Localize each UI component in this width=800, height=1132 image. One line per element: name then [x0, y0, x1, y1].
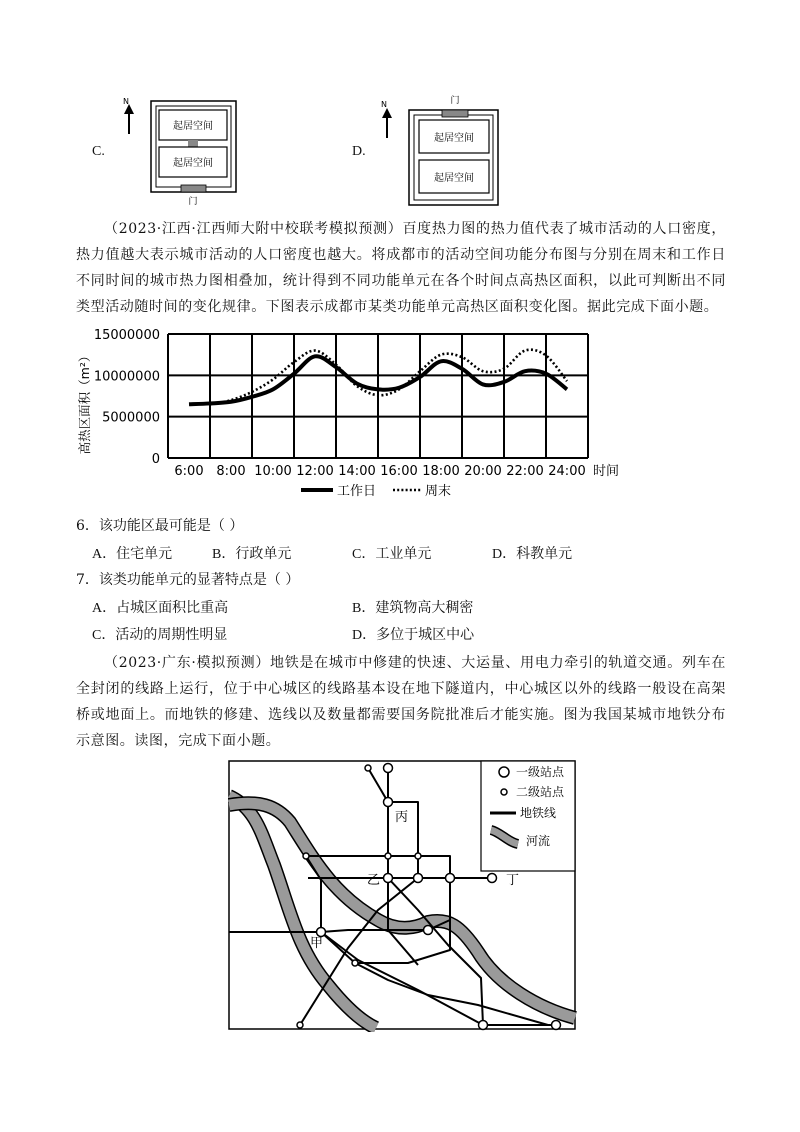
secondary-station — [385, 853, 391, 859]
north-label: N — [123, 97, 129, 106]
y-tick-label: 15000000 — [93, 328, 160, 343]
north-arrow-icon — [124, 104, 134, 134]
question-6-stem: 6．该功能区最可能是（ ） — [76, 518, 244, 534]
primary-station — [414, 874, 423, 883]
question-7-stem: 7．该类功能单元的显著特点是（ ） — [76, 572, 300, 588]
metro-map — [228, 760, 578, 1032]
option-text: 科教单元 — [516, 546, 573, 562]
map-legend — [481, 761, 575, 871]
q6-option-b[interactable] — [212, 544, 291, 565]
q6-option-d[interactable] — [492, 544, 572, 565]
x-axis-label: 时间 — [593, 464, 620, 479]
primary-station — [479, 1021, 488, 1030]
option-label: D． — [352, 628, 377, 643]
passage-connector — [188, 140, 198, 147]
q7-option-c[interactable] — [92, 625, 227, 646]
door — [442, 110, 468, 117]
option-text: 多位于城区中心 — [376, 627, 475, 643]
option-label: C． — [352, 547, 376, 562]
x-tick-label: 12:00 — [296, 464, 334, 479]
legend-primary-station-icon — [499, 767, 509, 777]
primary-station — [552, 1021, 561, 1030]
q7-option-d[interactable] — [352, 625, 474, 646]
primary-station — [384, 764, 393, 773]
y-axis-label: 高热区面积（m²） — [77, 349, 92, 455]
option-label: A． — [92, 547, 117, 562]
floorplan-d — [375, 94, 500, 209]
x-tick-label: 18:00 — [422, 464, 460, 479]
room-bottom-label: 起居空间 — [173, 158, 213, 169]
secondary-station — [415, 853, 421, 859]
secondary-station — [297, 1022, 303, 1028]
x-tick-label: 8:00 — [216, 464, 246, 479]
door-label: 门 — [450, 96, 460, 106]
legend-primary-station-label: 一级站点 — [516, 765, 565, 779]
station-label-yi: 乙 — [367, 873, 381, 888]
x-tick-label: 14:00 — [338, 464, 376, 479]
y-tick-label: 10000000 — [93, 369, 160, 385]
room-top-label: 起居空间 — [434, 133, 474, 144]
legend-river-label: 河流 — [526, 834, 551, 848]
option-d-letter: D. — [352, 144, 366, 159]
option-text: 行政单元 — [235, 546, 292, 562]
legend — [301, 483, 451, 499]
station-label-jia: 甲 — [310, 936, 324, 951]
x-tick-labels — [174, 464, 585, 479]
option-label: B． — [212, 547, 236, 562]
y-tick-labels — [94, 328, 160, 467]
primary-station — [446, 874, 455, 883]
legend-metro-line-label: 地铁线 — [520, 806, 557, 820]
heat-area-chart — [75, 322, 635, 504]
legend-secondary-station-icon — [501, 789, 507, 795]
q7-option-a[interactable] — [92, 598, 228, 619]
primary-station — [488, 874, 497, 883]
door-label: 门 — [188, 197, 198, 207]
secondary-station — [303, 853, 309, 859]
passage-1: （2023·江西·江西师大附中校联考模拟预测）百度热力图的热力值代表了城市活动的人口密度，热力值越大表示城市活动的人口密度也越大。将成都市的活动空间功能分布图与分别在周末和工作日不同时间的城市热力图相叠加，统计得到不同功能单元在各个时间点高热区面积，以此可判断出不同类型活动随时间的变化规律。下图表示成都市某类功能单元高热区面积变化图。据此完成下面小题。 — [76, 221, 726, 315]
option-text: 工业单元 — [375, 546, 432, 562]
option-label: B． — [352, 601, 376, 616]
q6-option-a[interactable] — [92, 544, 172, 565]
legend-label-weekend: 周末 — [425, 484, 452, 499]
room-top-label: 起居空间 — [173, 121, 213, 132]
station-label-ding: 丁 — [506, 873, 520, 888]
primary-station — [384, 874, 393, 883]
legend-label-workday: 工作日 — [337, 484, 377, 499]
y-tick-label: 5000000 — [102, 410, 160, 426]
x-tick-label: 10:00 — [254, 464, 292, 479]
room-bottom-label: 起居空间 — [434, 173, 474, 184]
passage-2: （2023·广东·模拟预测）地铁是在城市中修建的快速、大运量、用电力牵引的轨道交通。列车在全封闭的线路上运行，位于中心城区的线路基本设在地下隧道内，中心城区以外的线路一般设在高架桥或地面上。而地铁的修建、选线以及数量都需要国务院批准后才能实施。图为我国某城市地铁分布示意图。读图，完成下面小题。 — [76, 655, 726, 749]
option-label: C． — [92, 628, 116, 643]
option-text: 建筑物高大稠密 — [375, 600, 474, 616]
option-label: D． — [492, 547, 517, 562]
primary-station — [424, 926, 433, 935]
floorplan-c — [115, 92, 240, 207]
x-tick-label: 24:00 — [548, 464, 586, 479]
north-label: N — [381, 100, 387, 109]
primary-station — [384, 798, 393, 807]
q6-option-c[interactable] — [352, 544, 431, 565]
option-label: A． — [92, 601, 117, 616]
x-tick-label: 16:00 — [380, 464, 418, 479]
door — [181, 185, 206, 192]
y-tick-label: 0 — [151, 452, 160, 467]
x-tick-label: 20:00 — [464, 464, 502, 479]
x-tick-label: 22:00 — [506, 464, 544, 479]
option-text: 活动的周期性明显 — [115, 627, 228, 643]
legend-secondary-station-label: 二级站点 — [516, 785, 565, 799]
secondary-station — [352, 960, 358, 966]
option-c-letter: C. — [92, 144, 105, 159]
secondary-station — [365, 765, 371, 771]
q7-option-b[interactable] — [352, 598, 473, 619]
option-text: 占城区面积比重高 — [116, 600, 229, 616]
option-text: 住宅单元 — [116, 546, 173, 562]
north-arrow-icon — [382, 108, 392, 138]
x-tick-label: 6:00 — [174, 464, 204, 479]
station-label-bing: 丙 — [395, 810, 409, 825]
